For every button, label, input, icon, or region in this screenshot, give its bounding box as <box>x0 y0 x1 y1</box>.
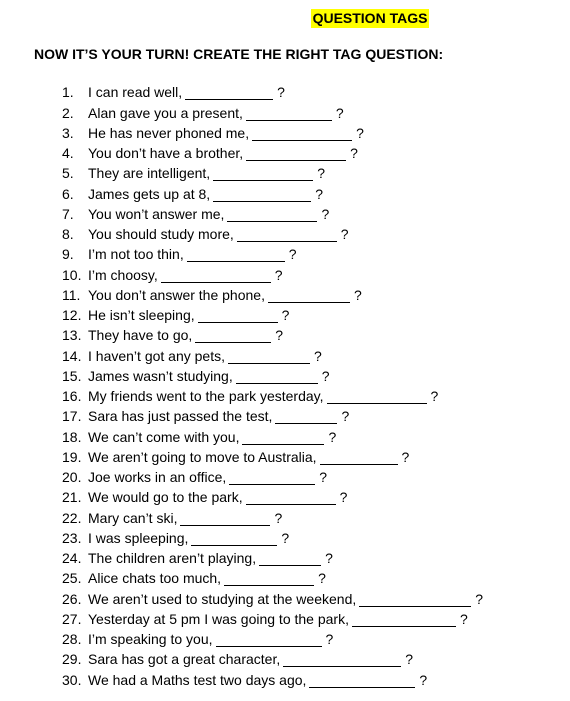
question-mark: ? <box>315 185 323 202</box>
answer-blank[interactable] <box>228 350 310 364</box>
answer-blank[interactable] <box>242 431 324 445</box>
title-container <box>0 9 570 28</box>
question-mark: ? <box>275 327 284 344</box>
list-item <box>62 242 483 262</box>
list-item <box>62 566 483 586</box>
question-mark: ? <box>356 124 364 141</box>
item-sentence: I’m choosy, <box>88 266 158 283</box>
answer-blank[interactable] <box>198 309 278 323</box>
item-number: 30. <box>62 671 82 688</box>
answer-blank[interactable] <box>185 86 273 100</box>
item-number: 2. <box>62 104 74 121</box>
item-number: 26. <box>62 590 82 607</box>
question-mark: ? <box>321 205 330 222</box>
answer-blank[interactable] <box>213 188 311 202</box>
item-number: 24. <box>62 550 82 566</box>
question-mark: ? <box>419 671 428 688</box>
item-number: 29. <box>62 651 82 668</box>
item-sentence: Yesterday at 5 pm I was going to the park, <box>88 610 349 627</box>
answer-blank[interactable] <box>283 653 401 667</box>
item-sentence: I’m speaking to you, <box>88 631 213 647</box>
item-number: 1. <box>62 84 74 101</box>
item-number: 20. <box>62 469 82 485</box>
answer-blank[interactable] <box>359 593 471 607</box>
list-item <box>62 262 483 282</box>
item-number: 15. <box>62 367 82 384</box>
item-number: 21. <box>62 489 82 506</box>
answer-blank[interactable] <box>246 491 336 505</box>
list-item <box>62 303 483 323</box>
item-sentence: You don’t answer the phone, <box>88 286 265 303</box>
question-mark: ? <box>341 408 350 425</box>
item-number: 23. <box>62 529 82 546</box>
list-item <box>62 404 483 424</box>
item-sentence: James gets up at 8, <box>88 185 211 202</box>
item-sentence: Joe works in an office, <box>88 469 227 485</box>
list-item <box>62 121 483 141</box>
list-item <box>62 586 483 606</box>
item-number: 5. <box>62 165 74 182</box>
item-sentence: He has never phoned me, <box>88 124 250 141</box>
question-mark: ? <box>288 246 297 263</box>
item-number: 8. <box>62 226 74 242</box>
list-item <box>62 343 483 363</box>
question-mark: ? <box>475 590 484 607</box>
item-number: 7. <box>62 205 74 222</box>
item-number: 22. <box>62 509 82 526</box>
item-sentence: You should study more, <box>88 226 234 242</box>
list-item <box>62 647 483 667</box>
list-item <box>62 181 483 201</box>
answer-blank[interactable] <box>213 167 313 181</box>
list-item <box>62 323 483 343</box>
question-mark: ? <box>319 469 328 485</box>
answer-blank[interactable] <box>327 390 427 404</box>
item-sentence: Mary can’t ski, <box>88 509 178 526</box>
answer-blank[interactable] <box>237 228 337 242</box>
question-mark: ? <box>405 651 414 668</box>
answer-blank[interactable] <box>195 329 271 343</box>
list-item <box>62 546 483 566</box>
item-sentence: They are intelligent, <box>88 165 211 182</box>
item-sentence: We aren’t going to move to Australia, <box>88 448 317 465</box>
answer-blank[interactable] <box>180 512 270 526</box>
question-mark: ? <box>321 367 330 384</box>
list-item <box>62 667 483 687</box>
answer-blank[interactable] <box>275 410 337 424</box>
item-number: 25. <box>62 570 82 587</box>
item-number: 16. <box>62 388 82 404</box>
list-item <box>62 445 483 465</box>
question-mark: ? <box>313 347 322 364</box>
question-mark: ? <box>274 509 283 526</box>
list-item <box>62 80 483 100</box>
item-number: 9. <box>62 246 74 263</box>
item-sentence: Alan gave you a present, <box>88 104 243 121</box>
answer-blank[interactable] <box>259 552 321 566</box>
item-sentence: I haven’t got any pets, <box>88 347 225 364</box>
answer-blank[interactable] <box>227 208 317 222</box>
list-item <box>62 222 483 242</box>
answer-blank[interactable] <box>252 127 352 141</box>
item-sentence: He isn’t sleeping, <box>88 307 195 323</box>
question-mark: ? <box>401 448 410 465</box>
question-mark: ? <box>318 570 326 587</box>
item-number: 10. <box>62 266 82 283</box>
list-item <box>62 384 483 404</box>
item-number: 27. <box>62 610 82 627</box>
question-mark: ? <box>274 266 283 283</box>
question-list <box>62 80 483 688</box>
item-sentence: I was spleeping, <box>88 529 189 546</box>
instructions-heading: NOW IT’S YOUR TURN! CREATE THE RIGHT TAG QUESTION: <box>34 46 444 62</box>
answer-blank[interactable] <box>216 633 322 647</box>
question-mark: ? <box>339 489 348 506</box>
list-item <box>62 202 483 222</box>
item-sentence: We had a Maths test two days ago, <box>88 671 307 688</box>
list-item <box>62 607 483 627</box>
item-number: 28. <box>62 631 82 647</box>
list-item <box>62 505 483 525</box>
item-number: 13. <box>62 327 82 344</box>
answer-blank[interactable] <box>187 248 285 262</box>
item-number: 4. <box>62 145 74 161</box>
question-mark: ? <box>459 610 468 627</box>
item-sentence: Sara has just passed the test, <box>88 408 273 425</box>
answer-blank[interactable] <box>236 370 318 384</box>
list-item <box>62 100 483 120</box>
list-item <box>62 424 483 444</box>
list-item <box>62 465 483 485</box>
item-number: 14. <box>62 347 82 364</box>
question-mark: ? <box>335 104 344 121</box>
list-item <box>62 485 483 505</box>
item-sentence: You don’t have a brother, <box>88 145 244 161</box>
item-number: 17. <box>62 408 82 425</box>
answer-blank[interactable] <box>309 674 415 688</box>
item-number: 19. <box>62 448 82 465</box>
page-title: QUESTION TAGS <box>312 10 428 26</box>
answer-blank[interactable] <box>352 613 456 627</box>
answer-blank[interactable] <box>161 269 271 283</box>
question-mark: ? <box>353 286 362 303</box>
item-sentence: We would go to the park, <box>88 489 243 506</box>
list-item <box>62 364 483 384</box>
item-number: 6. <box>62 185 74 202</box>
question-mark: ? <box>325 550 333 566</box>
answer-blank[interactable] <box>246 147 346 161</box>
list-item <box>62 141 483 161</box>
item-sentence: We can’t come with you, <box>88 428 240 445</box>
item-sentence: The children aren’t playing, <box>88 550 257 566</box>
question-mark: ? <box>281 529 290 546</box>
item-sentence: Sara has got a great character, <box>88 651 281 668</box>
item-number: 3. <box>62 124 74 141</box>
answer-blank[interactable] <box>224 572 314 586</box>
question-mark: ? <box>328 428 337 445</box>
question-mark: ? <box>325 631 334 647</box>
list-item <box>62 627 483 647</box>
question-mark: ? <box>430 388 439 404</box>
question-mark: ? <box>317 165 325 182</box>
answer-blank[interactable] <box>320 451 398 465</box>
item-sentence: I can read well, <box>88 84 183 101</box>
answer-blank[interactable] <box>246 107 332 121</box>
item-number: 11. <box>62 286 81 303</box>
item-number: 18. <box>62 428 82 445</box>
answer-blank[interactable] <box>268 289 350 303</box>
item-sentence: My friends went to the park yesterday, <box>88 388 324 404</box>
question-mark: ? <box>340 226 349 242</box>
answer-blank[interactable] <box>191 532 277 546</box>
item-sentence: I’m not too thin, <box>88 246 184 263</box>
item-number: 12. <box>62 307 82 323</box>
list-item <box>62 161 483 181</box>
item-sentence: We aren’t used to studying at the weekend, <box>88 590 357 607</box>
item-sentence: Alice chats too much, <box>88 570 222 587</box>
question-mark: ? <box>281 307 290 323</box>
list-item <box>62 526 483 546</box>
question-mark: ? <box>350 145 358 161</box>
item-sentence: James wasn’t studying, <box>88 367 233 384</box>
list-item <box>62 283 483 303</box>
item-sentence: You won’t answer me, <box>88 205 225 222</box>
answer-blank[interactable] <box>229 471 315 485</box>
question-mark: ? <box>277 84 285 101</box>
item-sentence: They have to go, <box>88 327 193 344</box>
